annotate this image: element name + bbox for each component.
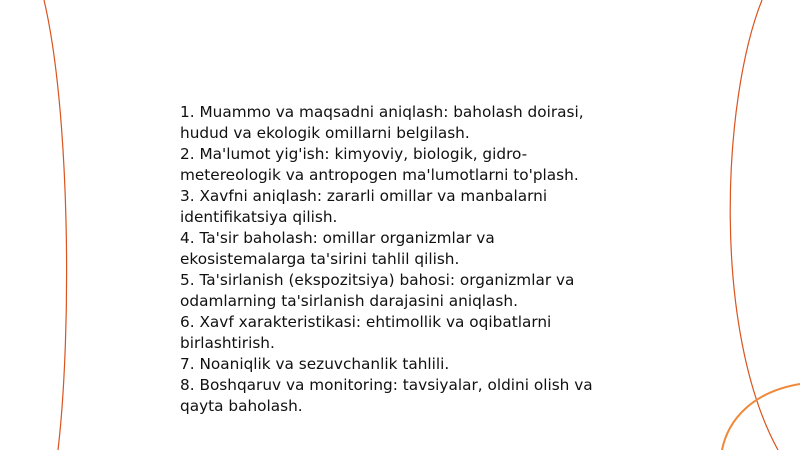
step-item-7: 7. Noaniqlik va sezuvchanlik tahlili. (180, 355, 450, 373)
right-arc (730, 0, 778, 450)
step-item-8: 8. Boshqaruv va monitoring: tavsiyalar, oldini olish va qayta baholash. (180, 376, 593, 415)
left-arc (44, 0, 67, 450)
step-item-1: 1. Muammo va maqsadni aniqlash: baholash doirasi, hudud va ekologik omillarni belgilash. (180, 103, 584, 142)
step-item-2: 2. Ma'lumot yig'ish: kimyoviy, biologik, gidro-metereologik va antropogen ma'lumotlarni to'plash. (180, 145, 579, 184)
steps-list (180, 102, 620, 417)
step-item-3: 3. Xavfni aniqlash: zararli omillar va manbalarni identifikatsiya qilish. (180, 187, 548, 226)
step-item-5: 5. Ta'sirlanish (ekspozitsiya) bahosi: organizmlar va odamlarning ta'sirlanish darajasini aniqlash. (180, 271, 575, 310)
step-item-4: 4. Ta'sir baholash: omillar organizmlar va ekosistemalarga ta'sirini tahlil qilish. (180, 229, 495, 268)
bottom-right-arc (722, 384, 800, 450)
step-item-6: 6. Xavf xarakteristikasi: ehtimollik va oqibatlarni birlashtirish. (180, 313, 552, 352)
